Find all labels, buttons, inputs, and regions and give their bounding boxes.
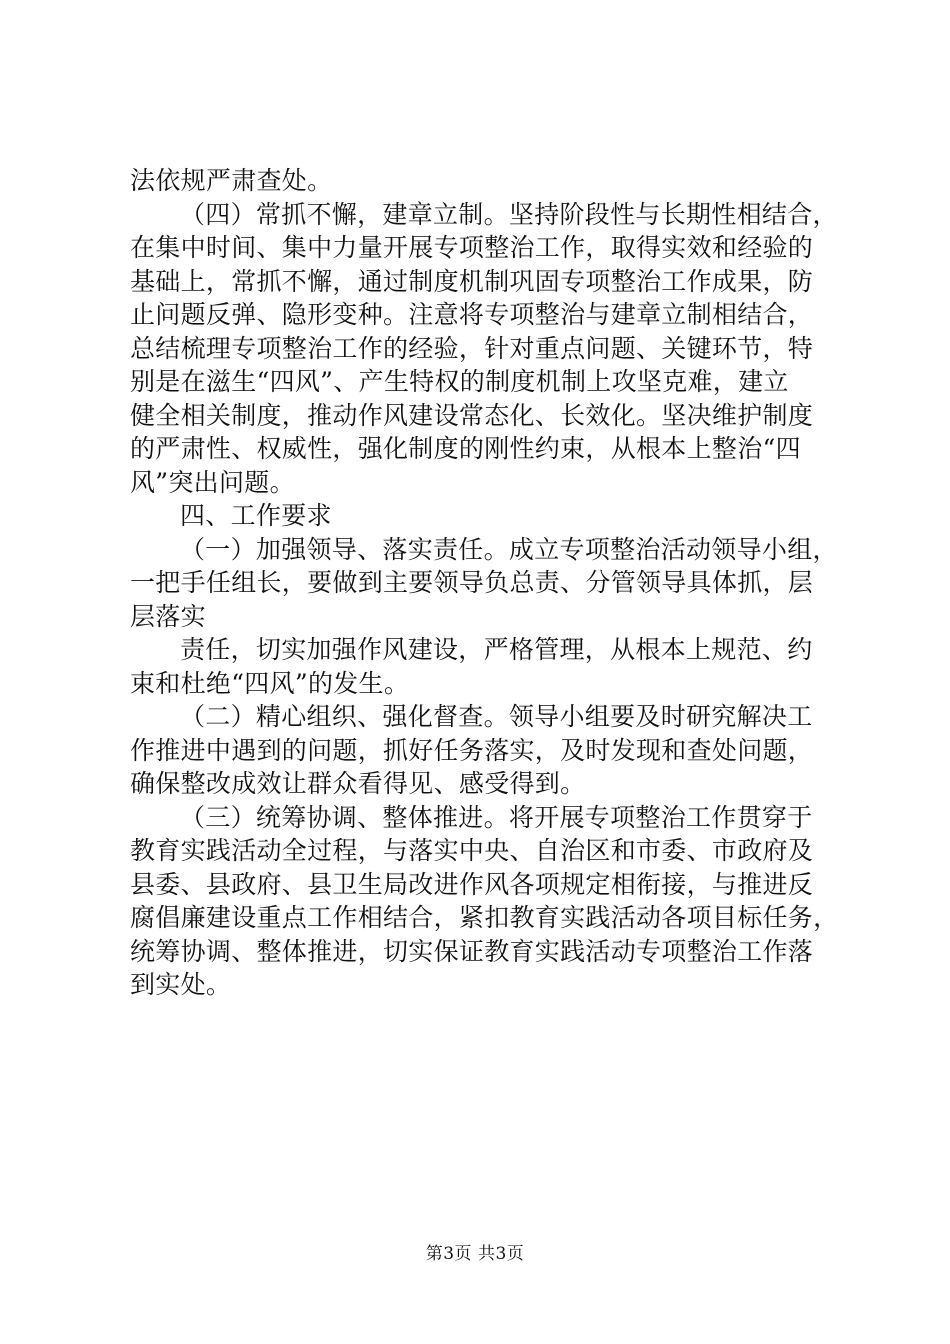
text-line: 风”突出问题。 <box>130 467 295 497</box>
text-line: （一）加强领导、落实责任。成立专项整治活动领导小组， <box>180 534 838 564</box>
text-line: 止问题反弹、隐形变种。注意将专项整治与建章立制相结合， <box>130 300 814 329</box>
page-number-footer: 第3页 共3页 <box>425 1244 525 1264</box>
text-line: 束和杜绝“四风”的发生。 <box>130 668 410 698</box>
text-line: 腐倡廉建设重点工作相结合，紧扣教育实践活动各项目标任务， <box>130 903 839 932</box>
text-line: 别是在滋生“四风”、产生特权的制度机制上攻坚克难，建立 <box>130 367 789 396</box>
text-line: 统筹协调、整体推进，切实保证教育实践活动专项整治工作落 <box>130 936 814 966</box>
document-body <box>130 164 839 1002</box>
text-line: 的严肃性、权威性，强化制度的刚性约束，从根本上整治“四 <box>130 434 801 463</box>
text-line: 健全相关制度，推动作风建设常态化、长效化。坚决维护制度 <box>130 400 814 430</box>
text-line: （四）常抓不懈，建章立制。坚持阶段性与长期性相结合， <box>180 199 838 229</box>
text-line: （三）统筹协调、整体推进。将开展专项整治工作贯穿于 <box>180 802 813 832</box>
text-line: 县委、县政府、县卫生局改进作风各项规定相衔接，与推进反 <box>130 869 814 899</box>
text-line: 在集中时间、集中力量开展专项整治工作，取得实效和经验的 <box>130 233 814 262</box>
text-line: 到实处。 <box>130 970 232 999</box>
text-line: 基础上，常抓不懈，通过制度机制巩固专项整治工作成果，防 <box>130 266 814 296</box>
section-heading: 四、工作要求 <box>180 501 332 530</box>
text-line: 法依规严肃查处。 <box>130 166 333 195</box>
text-line: （二）精心组织、强化督查。领导小组要及时研究解决工 <box>180 702 813 731</box>
text-line: 总结梳理专项整治工作的经验，针对重点问题、关键环节，特 <box>130 333 814 363</box>
text-line: 确保整改成效让群众看得见、感受得到。 <box>130 769 586 798</box>
text-line: 教育实践活动全过程，与落实中央、自治区和市委、市政府及 <box>130 836 814 865</box>
text-line: 责任，切实加强作风建设，严格管理，从根本上规范、约 <box>180 635 813 664</box>
text-line: 一把手任组长，要做到主要领导负总责、分管领导具体抓，层 <box>130 568 814 597</box>
text-line: 作推进中遇到的问题，抓好任务落实，及时发现和查处问题， <box>130 735 814 765</box>
text-line: 层落实 <box>130 601 206 631</box>
